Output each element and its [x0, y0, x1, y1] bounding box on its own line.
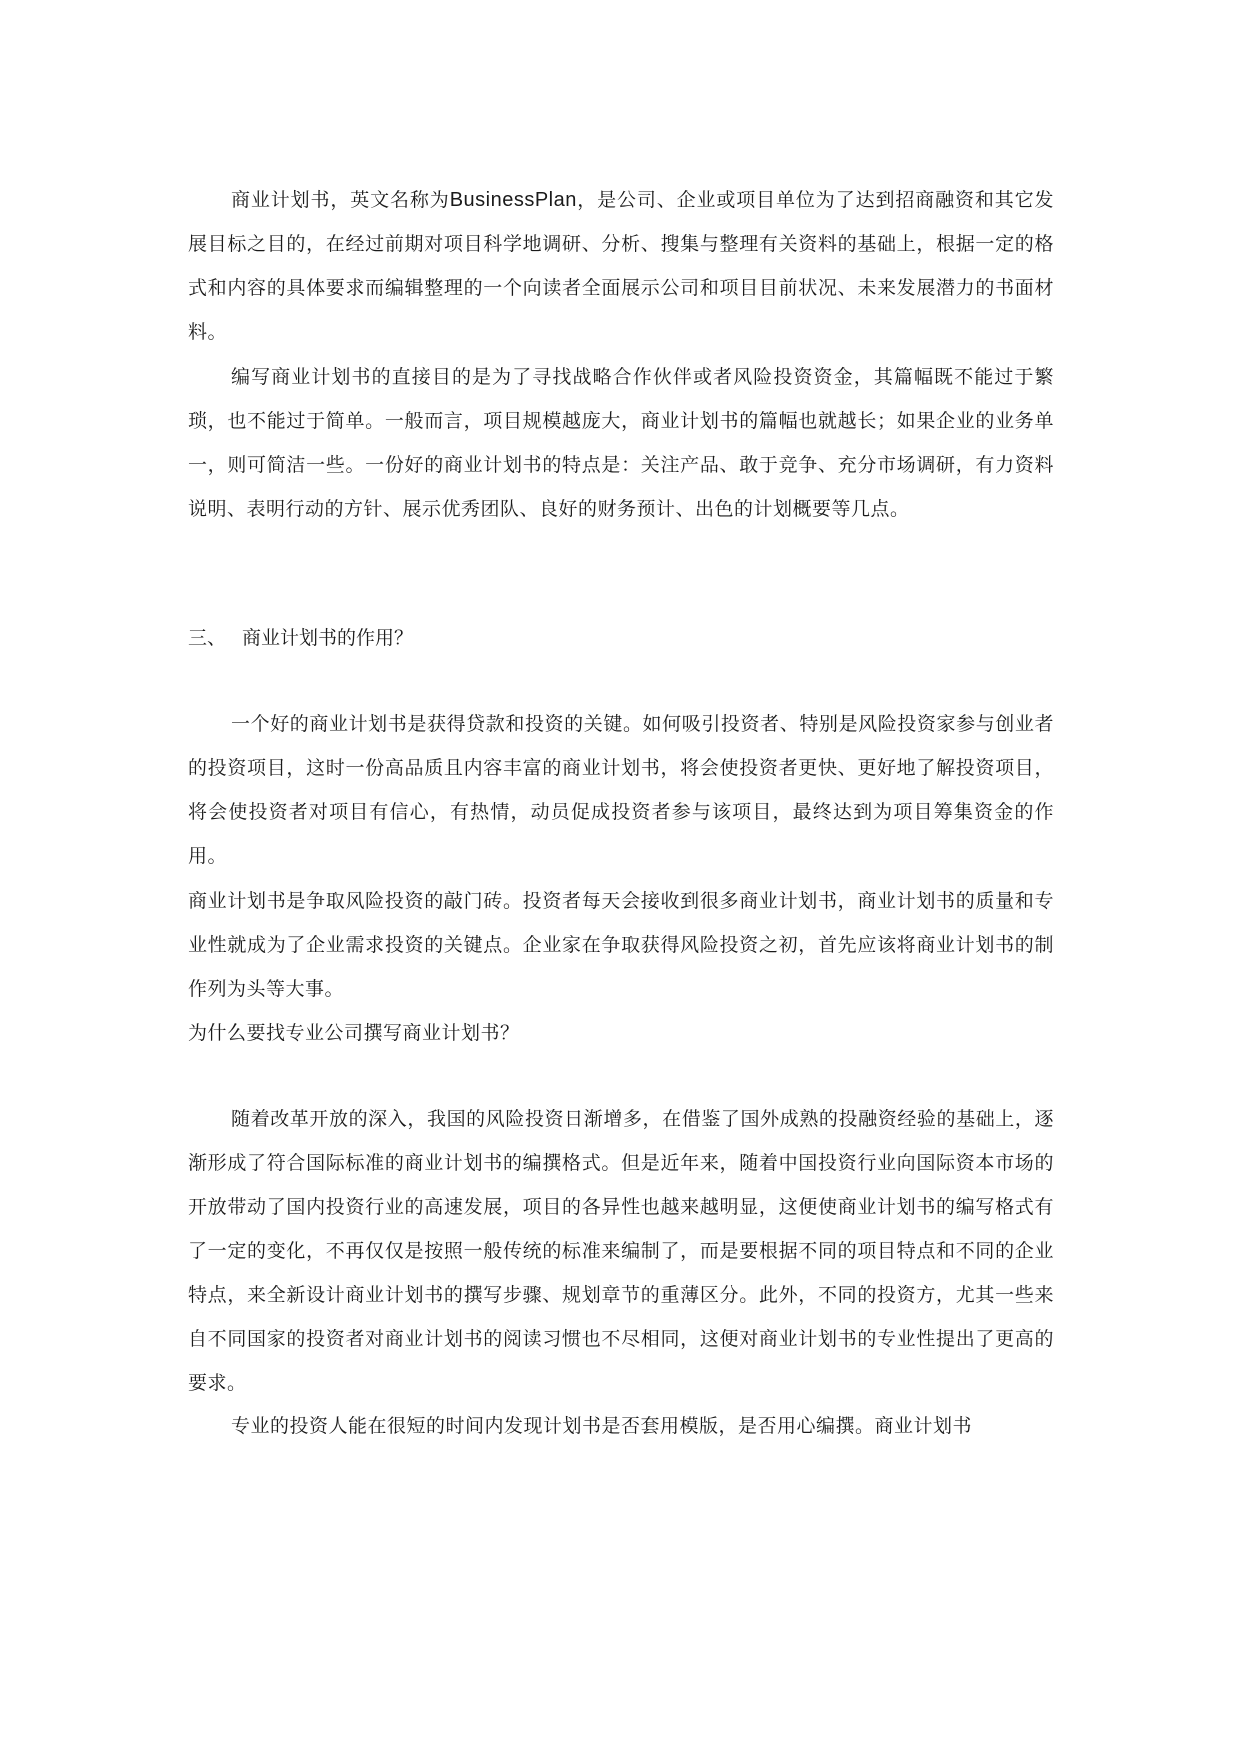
section-title: 商业计划书的作用？: [242, 627, 414, 649]
paragraph-purpose: 编写商业计划书的直接目的是为了寻找战略合作伙伴或者风险投资资金，其篇幅既不能过于繁琐，也不能过于简单。一般而言，项目规模越庞大，商业计划书的篇幅也就越长；如果企业的业务单一，则可简洁一些。一份好的商业计划书的特点是：关注产品、敢于竞争、充分市场调研，有力资料说明、表明行动的方针、展示优秀团队、良好的财务预计、出色的计划概要等几点。: [188, 366, 1054, 520]
paragraph-definition-start: 商业计划书，英文名称为: [231, 189, 450, 211]
paragraph-role: 一个好的商业计划书是获得贷款和投资的关键。如何吸引投资者、特别是风险投资家参与创业者的投资项目，这时一份高品质且内容丰富的商业计划书，将会使投资者更快、更好地了解投资项目，将会使投资者对项目有信心，有热情，动员促成投资者参与该项目，最终达到为项目筹集资金的作用。: [188, 713, 1054, 867]
section-heading: [188, 616, 413, 660]
subheading-why-professional: 为什么要找专业公司撰写商业计划书？: [188, 1022, 520, 1044]
paragraph-professional-investor: 专业的投资人能在很短的时间内发现计划书是否套用模版，是否用心编撰。商业计划书: [231, 1415, 973, 1437]
paragraph-development: 随着改革开放的深入，我国的风险投资日渐增多，在借鉴了国外成熟的投融资经验的基础上，逐渐形成了符合国际标准的商业计划书的编撰格式。但是近年来，随着中国投资行业向国际资本市场的开放带动了国内投资行业的高速发展，项目的各异性也越来越明显，这便使商业计划书的编写格式有了一定的变化，不再仅仅是按照一般传统的标准来编制了，而是要根据不同的项目特点和不同的企业特点，来全新设计商业计划书的撰写步骤、规划章节的重薄区分。此外，不同的投资方，尤其一些来自不同国家的投资者对商业计划书的阅读习惯也不尽相同，这便对商业计划书的专业性提出了更高的要求。: [188, 1108, 1054, 1394]
paragraph-definition: [188, 178, 1054, 354]
section-number: 三、: [188, 627, 227, 649]
paragraph-stepping-stone: 商业计划书是争取风险投资的敲门砖。投资者每天会接收到很多商业计划书，商业计划书的质量和专业性就成为了企业需求投资的关键点。企业家在争取获得风险投资之初，首先应该将商业计划书的制作列为头等大事。: [188, 890, 1054, 1000]
paragraph-definition-rest: ，是公司、企业或项目单位为了达到招商融资和其它发展目标之目的，在经过前期对项目科学地调研、分析、搜集与整理有关资料的基础上，根据一定的格式和内容的具体要求而编辑整理的一个向读者全面展示公司和项目目前状况、未来发展潜力的书面材料。: [188, 189, 1054, 343]
english-name: BusinessPlan: [449, 189, 577, 211]
